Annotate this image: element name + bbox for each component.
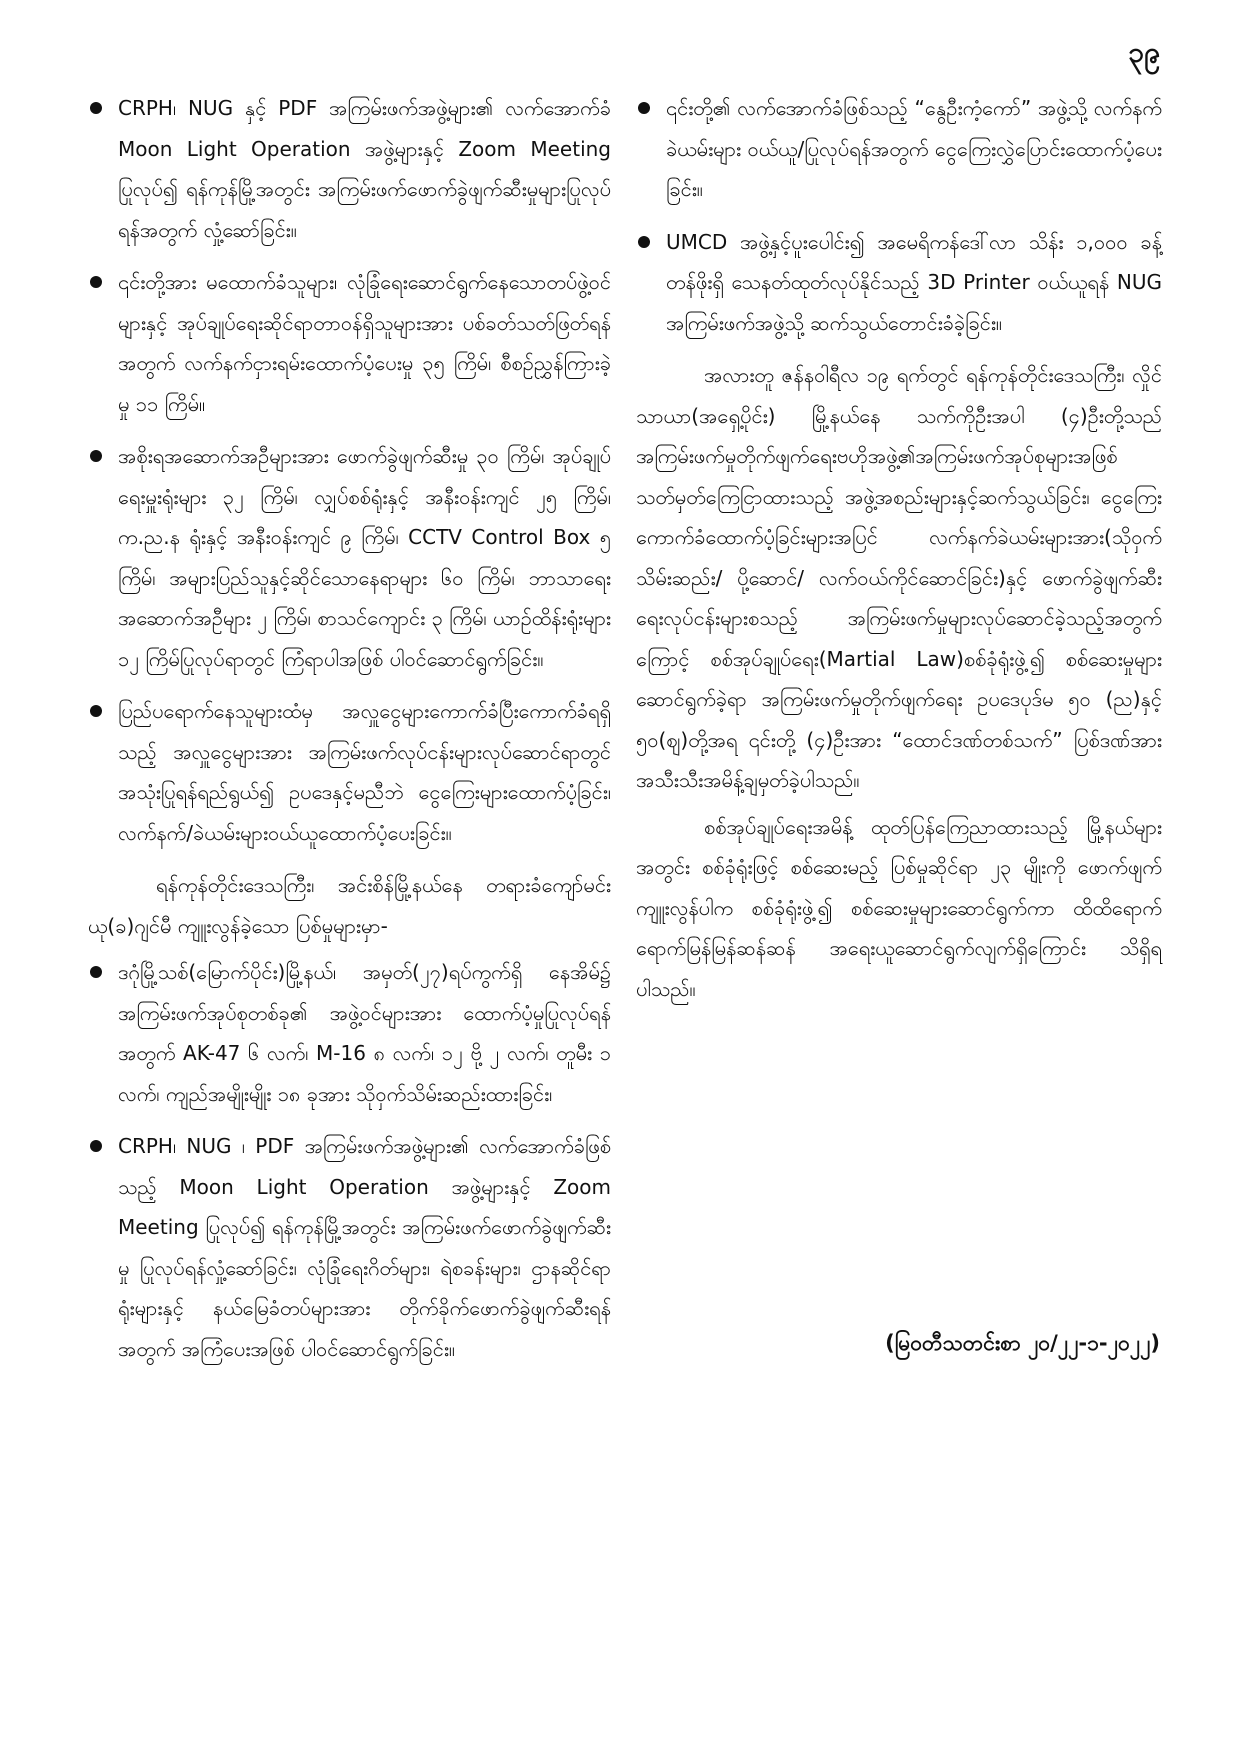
left-column bbox=[88, 88, 611, 1381]
bullet-icon bbox=[638, 102, 650, 114]
bullet-item bbox=[88, 88, 611, 250]
bullet-item bbox=[88, 952, 611, 1114]
bullet-icon bbox=[90, 450, 102, 462]
bullet-item bbox=[88, 1126, 611, 1369]
bullet-text: UMCD အဖွဲ့နှင့်ပူးပေါင်း၍ အမေရိကန်ဒေါ်လာ သိန်း ၁,၀၀၀ ခန့်တန်ဖိုးရှိ သေနတ်ထုတ်လုပ်နိုင်သည့် 3D Printer ဝယ်ယူရန် NUG အကြမ်းဖက်အဖွဲ့သို့ ဆက်သွယ်တောင်းခံခဲ့ခြင်း။ bbox=[666, 229, 1162, 335]
bullet-text: အစိုးရအဆောက်အဦများအား ဖောက်ခွဲဖျက်ဆီးမှု ၃၀ ကြိမ်၊ အုပ်ချုပ်ရေးမှူးရုံးများ ၃၂ ကြိမ်၊ လျှပ်စစ်ရုံးနှင့် အနီးဝန်းကျင် ၂၅ ကြိမ်၊ က.ည.န ရုံးနှင့် အနီးဝန်းကျင် ၉ ကြိမ်၊ CCTV Control Box ၅ ကြိမ်၊ အများပြည်သူနှင့်ဆိုင်သောနေရာများ ၆၀ ကြိမ်၊ ဘာသာရေးအဆောက်အဦများ ၂ ကြိမ်၊ စာသင်ကျောင်း ၃ ကြိမ်၊ ယာဉ်ထိန်းရုံးများ ၁၂ ကြိမ်ပြုလုပ်ရာတွင် ကြံရာပါအဖြစ် ပါဝင်ဆောင်ရွက်ခြင်း။ bbox=[118, 444, 612, 671]
bullet-icon bbox=[90, 102, 102, 114]
bullet-icon bbox=[90, 1140, 102, 1152]
bullet-item bbox=[88, 262, 611, 424]
body-paragraph: စစ်အုပ်ချုပ်ရေးအမိန့် ထုတ်ပြန်ကြေညာထားသည့် မြို့နယ်များအတွင်း စစ်ခုံရုံးဖြင့် စစ်ဆေးမည့် ပြစ်မှုဆိုင်ရာ ၂၃ မျိုးကို ဖောက်ဖျက်ကျူးလွန်ပါက စစ်ခုံရုံးဖွဲ့၍ စစ်ဆေးမှုများဆောင်ရွက်ကာ ထိထိရောက်ရောက်မြန်မြန်ဆန်ဆန် အရေးယူဆောင်ရွက်လျက်ရှိကြောင်း သိရှိရပါသည်။ bbox=[636, 814, 1162, 1001]
bullet-item bbox=[88, 691, 611, 853]
bullet-icon bbox=[90, 276, 102, 288]
source-citation: (မြဝတီသတင်းစာ ၂၀/၂၂-၁-၂၀၂၂) bbox=[885, 1331, 1160, 1355]
body-paragraph: ရန်ကုန်တိုင်းဒေသကြီး၊ အင်းစိန်မြို့နယ်နေ တရားခံကျော်မင်းယု(ခ)ဂျင်မီ ကျူးလွန်ခဲ့သော ပြစ်မှုများမှာ- bbox=[88, 873, 611, 938]
bullet-text: ပြည်ပရောက်နေသူများထံမှ အလှူငွေများကောက်ခံပြီးကောက်ခံရရှိသည့် အလှူငွေများအား အကြမ်းဖက်လုပ်ငန်းများလုပ်ဆောင်ရာတွင် အသုံးပြုရန်ရည်ရွယ်၍ ဥပဒေနှင့်မညီဘဲ ငွေကြေးများထောက်ပံ့ခြင်း၊ လက်နက်/ခဲယမ်းများဝယ်ယူထောက်ပံ့ပေးခြင်း။ bbox=[118, 699, 611, 845]
bullet-item bbox=[636, 88, 1162, 210]
bullet-list-top bbox=[88, 88, 611, 853]
right-column bbox=[636, 88, 1162, 1015]
bullet-text: ၎င်းတို့အား မထောက်ခံသူများ၊ လုံခြုံရေးဆောင်ရွက်နေသောတပ်ဖွဲ့ဝင်များနှင့် အုပ်ချုပ်ရေးဆိုင်ရာတာဝန်ရှိသူများအား ပစ်ခတ်သတ်ဖြတ်ရန်အတွက် လက်နက်ငှားရမ်းထောက်ပံ့ပေးမှု ၃၅ ကြိမ်၊ စီစဉ်ညွှန်ကြားခဲ့မှု ၁၁ ကြိမ်။ bbox=[118, 270, 611, 416]
bullet-text: ဒဂုံမြို့သစ်(မြောက်ပိုင်း)မြို့နယ်၊ အမှတ်(၂၇)ရပ်ကွက်ရှိ နေအိမ်၌ အကြမ်းဖက်အုပ်စုတစ်ခု၏ အဖွဲ့ဝင်များအား ထောက်ပံ့မှုပြုလုပ်ရန်အတွက် AK-47 ၆ လက်၊ M-16 ၈ လက်၊ ၁၂ ဗို့ ၂ လက်၊ တူမီး ၁ လက်၊ ကျည်အမျိုးမျိုး ၁၈ ခုအား သိုဝှက်သိမ်းဆည်းထားခြင်း၊ bbox=[118, 960, 611, 1106]
bullet-list-right bbox=[636, 88, 1162, 343]
bullet-icon bbox=[90, 966, 102, 978]
bullet-item bbox=[88, 436, 611, 679]
bullet-text: ၎င်းတို့၏ လက်အောက်ခံဖြစ်သည့် “နွေဦးကံ့ကော်” အဖွဲ့သို့ လက်နက်ခဲယမ်းများ ဝယ်ယူ/ပြုလုပ်ရန်အတွက် ငွေကြေးလွှဲပြောင်းထောက်ပံ့ပေးခြင်း။ bbox=[666, 96, 1162, 201]
bullet-icon bbox=[90, 705, 102, 717]
body-paragraph: အလားတူ ဇန်နဝါရီလ ၁၉ ရက်တွင် ရန်ကုန်တိုင်းဒေသကြီး၊ လှိုင်သာယာ(အရှေ့ပိုင်း) မြို့နယ်နေ သက်ကိုဦးအပါ (၄)ဦးတို့သည် အကြမ်းဖက်မှုတိုက်ဖျက်ရေးဗဟိုအဖွဲ့၏အကြမ်းဖက်အုပ်စုများအဖြစ် သတ်မှတ်ကြေငြာထားသည့် အဖွဲ့အစည်းများနှင့်ဆက်သွယ်ခြင်း၊ ငွေကြေးကောက်ခံထောက်ပံ့ခြင်းများအပြင် လက်နက်ခဲယမ်းများအား(သိုဝှက်သိမ်းဆည်း/ ပို့ဆောင်/ လက်ဝယ်ကိုင်ဆောင်ခြင်း)နှင့် ဖောက်ခွဲဖျက်ဆီးရေးလုပ်ငန်းများစသည့် အကြမ်းဖက်မှုများလုပ်ဆောင်ခဲ့သည့်အတွက်ကြောင့် စစ်အုပ်ချုပ်ရေး(Martial Law)စစ်ခုံရုံးဖွဲ့၍ စစ်ဆေးမှုများဆောင်ရွက်ခဲ့ရာ အကြမ်းဖက်မှုတိုက်ဖျက်ရေး ဥပဒေပုဒ်မ ၅၀ (ည)နှင့် ၅၀(ဈ)တို့အရ ၎င်းတို့ (၄)ဦးအား “ထောင်ဒဏ်တစ်သက်” ပြစ်ဒဏ်အား အသီးသီးအမိန့်ချမှတ်ခဲ့ပါသည်။ bbox=[636, 363, 1162, 792]
bullet-text: CRPH၊ NUG ၊ PDF အကြမ်းဖက်အဖွဲ့များ၏ လက်အောက်ခံဖြစ်သည့် Moon Light Operation အဖွဲ့များနှင့် Zoom Meeting ပြုလုပ်၍ ရန်ကုန်မြို့အတွင်း အကြမ်းဖက်ဖောက်ခွဲဖျက်ဆီးမှု ပြုလုပ်ရန်လှုံ့ဆော်ခြင်း၊ လုံခြုံရေးဂိတ်များ၊ ရဲစခန်းများ၊ ဌာနဆိုင်ရာရုံးများနှင့် နယ်မြေခံတပ်များအား တိုက်ခိုက်ဖောက်ခွဲဖျက်ဆီးရန်အတွက် အကြံပေးအဖြစ် ပါဝင်ဆောင်ရွက်ခြင်း။ bbox=[118, 1134, 611, 1361]
page-number: ၃၉ bbox=[1128, 36, 1160, 69]
bullet-item bbox=[636, 222, 1162, 344]
bullet-text: CRPH၊ NUG နှင့် PDF အကြမ်းဖက်အဖွဲ့များ၏ လက်အောက်ခံ Moon Light Operation အဖွဲ့များနှင့် Zoom Meeting ပြုလုပ်၍ ရန်ကုန်မြို့အတွင်း အကြမ်းဖက်ဖောက်ခွဲဖျက်ဆီးမှုများပြုလုပ်ရန်အတွက် လှုံ့ဆော်ခြင်း။ bbox=[118, 96, 611, 242]
bullet-list-bottom bbox=[88, 952, 611, 1369]
bullet-icon bbox=[638, 236, 650, 248]
